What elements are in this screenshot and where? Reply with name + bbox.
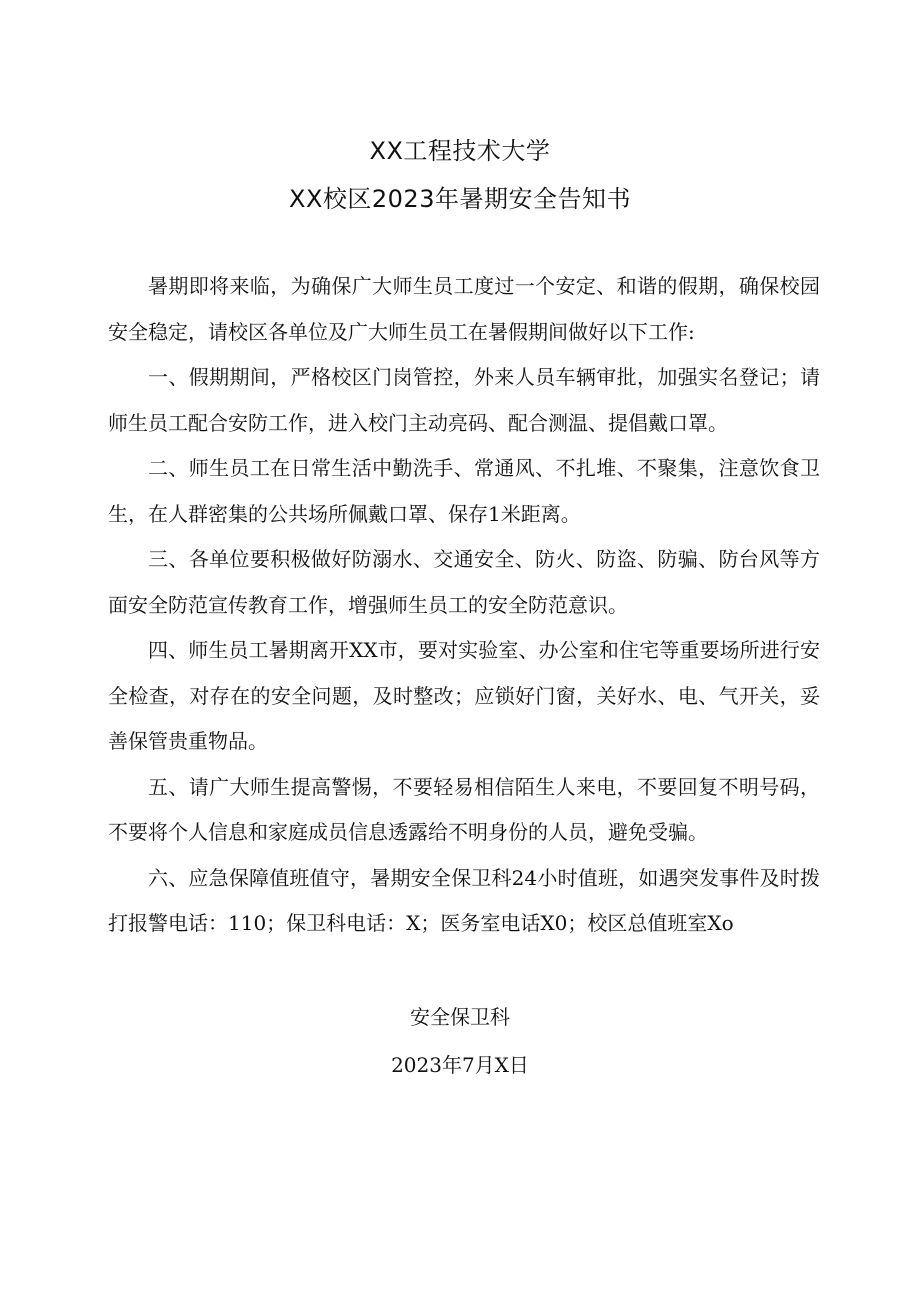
item-4-paragraph: 四、师生员工暑期离开XX市，要对实验室、办公室和住宅等重要场所进行安全检查，对存在的安全问题，及时整改；应锁好门窗，关好水、电、气开关，妥善保管贵重物品。 bbox=[108, 638, 820, 753]
document-body bbox=[108, 264, 820, 947]
item-1-paragraph: 一、假期期间，严格校区门岗管控，外来人员车辆审批，加强实名登记；请师生员工配合安防工作，进入校门主动亮码、配合测温、提倡戴口罩。 bbox=[108, 365, 820, 435]
document-title-notice: XX校区2023年暑期安全告知书 bbox=[289, 185, 631, 213]
signature-department: 安全保卫科 bbox=[410, 1005, 510, 1029]
document-title-university: XX工程技术大学 bbox=[369, 137, 551, 165]
signature-date: 2023年7月X日 bbox=[391, 1053, 529, 1077]
item-6-paragraph: 六、应急保障值班值守，暑期安全保卫科24小时值班，如遇突发事件及时拨打报警电话：110；保卫科电话：X；医务室电话X0；校区总值班室Xo bbox=[108, 865, 820, 935]
item-5-paragraph: 五、请广大师生提高警惕，不要轻易相信陌生人来电，不要回复不明号码，不要将个人信息和家庭成员信息透露给不明身份的人员，避免受骗。 bbox=[108, 774, 820, 844]
intro-paragraph: 暑期即将来临，为确保广大师生员工度过一个安定、和谐的假期，确保校园安全稳定，请校区各单位及广大师生员工在暑假期间做好以下工作: bbox=[108, 274, 820, 344]
item-3-paragraph: 三、各单位要积极做好防溺水、交通安全、防火、防盗、防骗、防台风等方面安全防范宣传教育工作，增强师生员工的安全防范意识。 bbox=[108, 547, 820, 617]
item-2-paragraph: 二、师生员工在日常生活中勤洗手、常通风、不扎堆、不聚集，注意饮食卫生，在人群密集的公共场所佩戴口罩、保存1米距离。 bbox=[108, 456, 820, 526]
